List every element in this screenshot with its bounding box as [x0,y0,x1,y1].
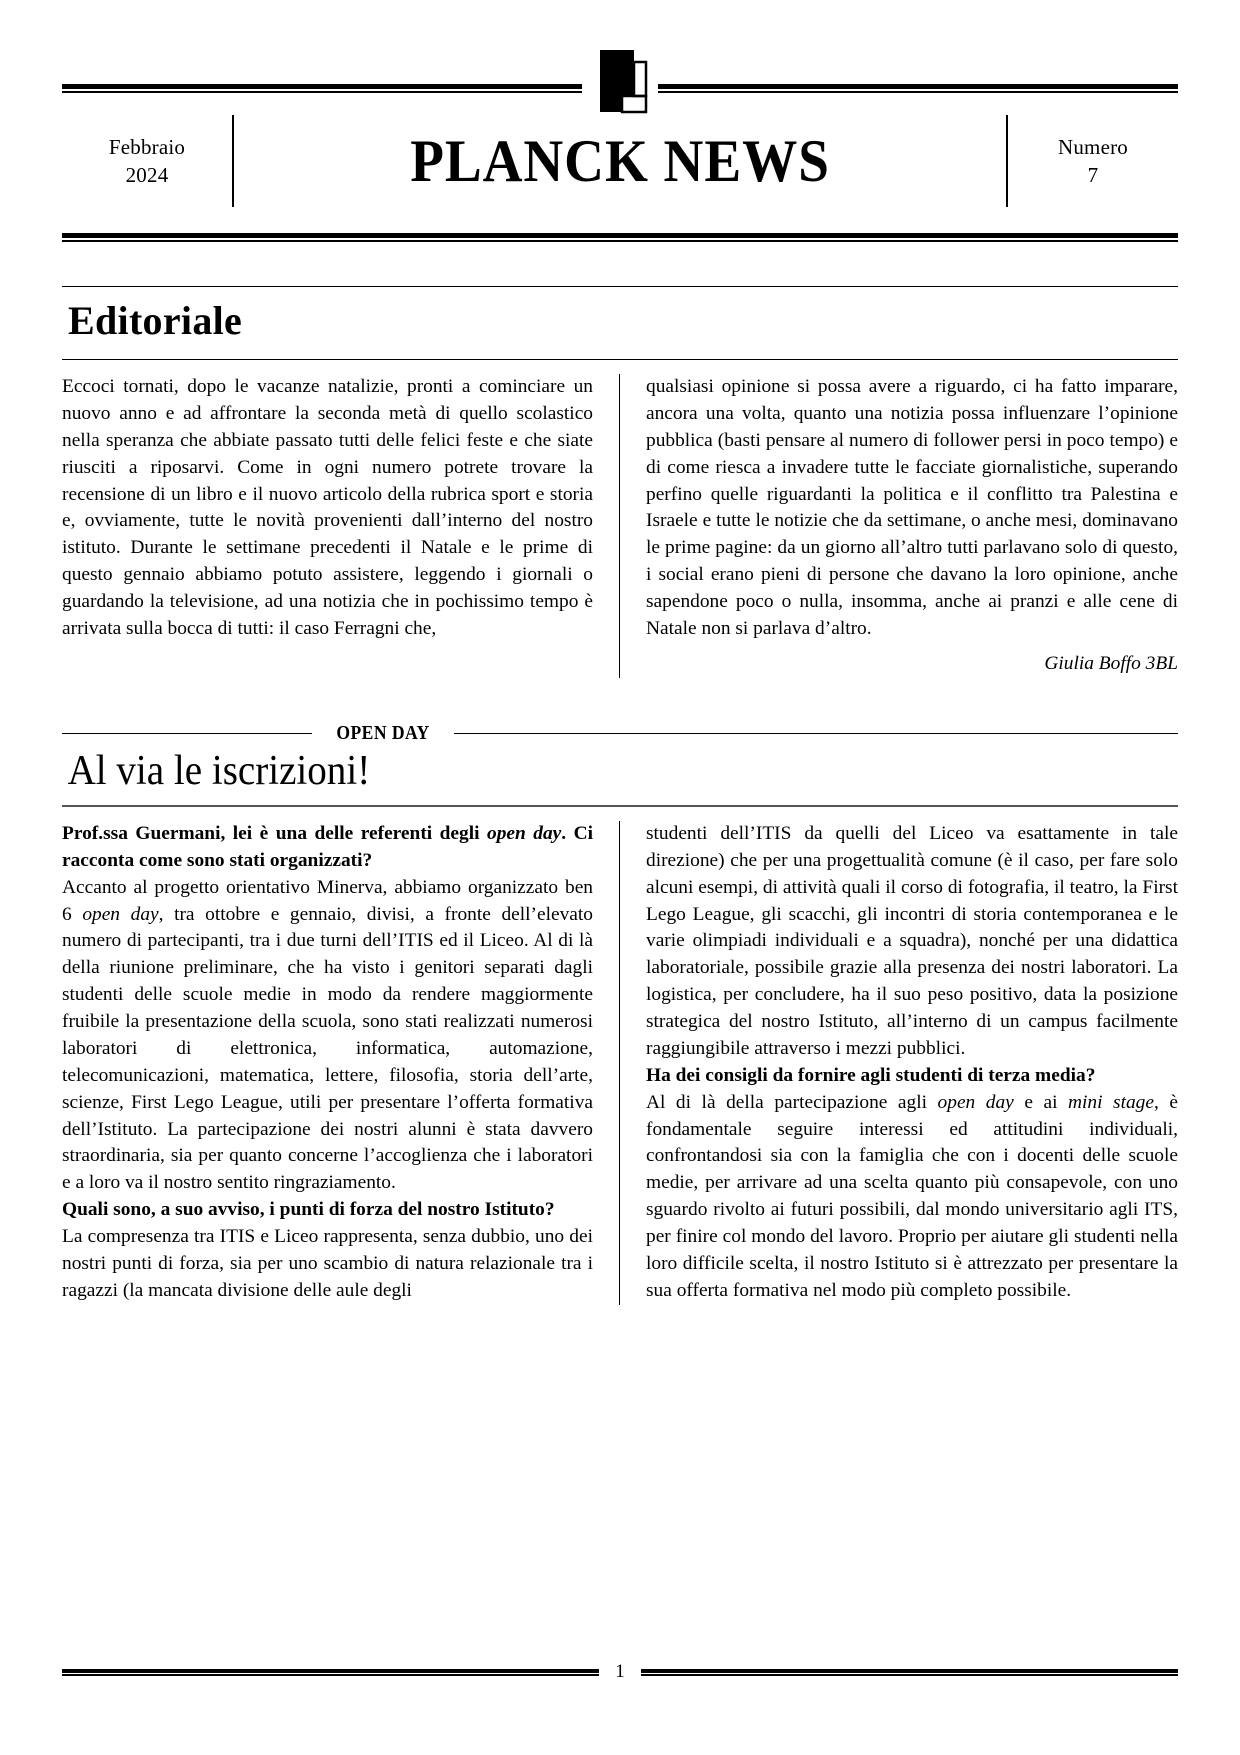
kicker-rule-right [454,733,1178,734]
planck-p-logo-icon [582,46,658,122]
issue-month: Febbraio [108,134,186,159]
openday-column-right [620,821,1178,1305]
q1-italic: open day [487,822,562,844]
page-title: PLANCK NEWS [410,127,830,194]
issue-number-value: 7 [1087,163,1099,187]
a1-italic: open day [82,903,159,925]
footer-rule-right [641,1669,1178,1676]
issue-number [1006,115,1178,207]
a3-text-3: , è fondamentale seguire interessi ed attitudini individuali, confrontandosi sia con la famiglia che con i docenti delle scuole medie, per arrivare ad una scelta quanto più consapevole, con uno sguardo rivolto ai futuri possibili, dal mondo universitario agli ITS, per finire col mondo del lavoro. Proprio per aiutare gli studenti nella loro difficile scelta, il nostro Istituto si è attrezzato per presentare la sua offerta formativa nel modo più completo possibile. [646,1091,1178,1301]
masthead-title-wrap [234,115,1006,207]
footer-rule-left [62,1669,599,1676]
editorial-sub-rule [62,359,1178,360]
a3-text-1: Al di là della partecipazione agli [646,1091,938,1113]
page-number: 1 [615,1661,625,1682]
issue-year: 2024 [125,163,169,187]
openday-answer-3 [646,1090,1178,1305]
editorial-columns [62,374,1178,678]
q1-text-b: . Ci racconta come sono stati organizzati? [62,822,593,871]
openday-answer-2-cont: studenti dell’ITIS da quelli del Liceo va esattamente in tale direzione) che per una progettualità comune (è il caso, per fare solo alcuni esempi, di attività quali il corso di fotografia, il teatro, la First Lego League, gli scacchi, gli incontri di storia contemporanea e le varie olimpiadi individuali e a squadra), nonché per una didattica laboratoriale, possibile grazie alla presenza dei nostri laboratori. La logistica, per concludere, ha il suo peso positivo, data la posizione strategica del nostro Istituto, all’interno di un campus facilmente raggiungibile attraverso i mezzi pubblici. [646,822,1178,1059]
page-footer [62,1661,1178,1683]
editorial-column-right [620,374,1178,678]
masthead-bottom-rule [62,233,1178,242]
masthead [62,0,1178,242]
kicker-rule-left [62,733,312,734]
openday-columns [62,821,1178,1305]
a3-text-2: e ai [1013,1091,1069,1113]
openday-kicker: OPEN DAY [336,721,430,744]
nameplate [62,115,1178,207]
editorial-column-left [62,374,620,678]
a1-text-1: Accanto al progetto orientativo Minerva, abbiamo organizzato ben 6 [62,876,593,925]
openday-question-2: Quali sono, a suo avviso, i punti di forza del nostro Istituto? [62,1199,555,1221]
editorial-body-right: qualsiasi opinione si possa avere a riguardo, ci ha fatto imparare, ancora una volta, quanto una notizia possa influenzare l’opinione pubblica (basti pensare al numero di follower persi in poco tempo) e di come riesca a invadere tutte le facciate giornalistiche, superando perfino quelle riguardanti la politica e il conflitto tra Palestina e Israele e tutte le notizie che da settimane, o anche mesi, dominavano le prime pagine: da un giorno all’altro tutti parlavano solo di questo, i social erano pieni di persone che davano la loro opinione, anche sapendone poco o nulla, insomma, anche ai pranzi e alle cene di Natale non si parlava d’altro. [646,376,1178,639]
issue-date [62,115,234,207]
openday-section [62,722,1178,1305]
openday-column-left [62,821,620,1305]
openday-kicker-row [62,722,1178,745]
a3-italic-1: open day [937,1091,1014,1113]
openday-sub-rule [62,805,1178,807]
openday-answer-2: La compresenza tra ITIS e Liceo rappresenta, senza dubbio, uno dei nostri punti di forza, sia per uno scambio di natura relazionale tra i ragazzi (la mancata divisione delle aule degli [62,1226,593,1301]
a3-italic-2: mini stage [1068,1091,1154,1113]
openday-headline: Al via le iscrizioni! [67,747,371,794]
editorial-byline: Giulia Boffo 3BL [1044,652,1178,674]
editorial-section [62,286,1178,678]
openday-answer-1 [62,875,593,1198]
a1-text-2: , tra ottobre e gennaio, divisi, a fronte dell’elevato numero di partecipanti, tra i due turni dell’ITIS ed il Liceo. Al di là della riunione preliminare, che ha visto i genitori separati dagli studenti delle scuole medie in modo da rendere maggiormente fruibile la presentazione della scuola, sono stati realizzati numerosi laboratori di elettronica, informatica, automazione, telecomunicazioni, matematica, lettere, filosofia, storia dell’arte, scienze, First Lego League, utili per presentare l’offerta formativa dell’Istituto. La partecipazione dei nostri alunni è stata davvero straordinaria, sia per quanto concerne l’accoglienza che i laboratori e a loro va il nostro sentito ringraziamento. [62,903,593,1194]
editorial-body-left: Eccoci tornati, dopo le vacanze natalizie, pronti a cominciare un nuovo anno e ad affrontare la seconda metà di quello scolastico nella speranza che abbiate passato tutti delle felici feste e che siate riusciti a riposarvi. Come in ogni numero potrete trovare la recensione di un libro e il nuovo articolo della rubrica sport e storia e, ovviamente, tutte le novità provenienti dall’interno del nostro istituto. Durante le settimane precedenti il Natale e le prime di questo gennaio abbiamo potuto assistere, leggendo i giornali o guardando la televisione, ad una notizia che in pochissimo tempo è arrivata sulla bocca di tutti: il caso Ferragni che, [62,376,593,639]
openday-question-1 [62,821,593,875]
issue-number-label: Numero [1057,134,1128,159]
openday-question-3: Ha dei consigli da fornire agli studenti di terza media? [646,1064,1096,1086]
editorial-title: Editoriale [68,298,243,343]
q1-text-a: Prof.ssa Guermani, lei è una delle referenti degli [62,822,487,844]
